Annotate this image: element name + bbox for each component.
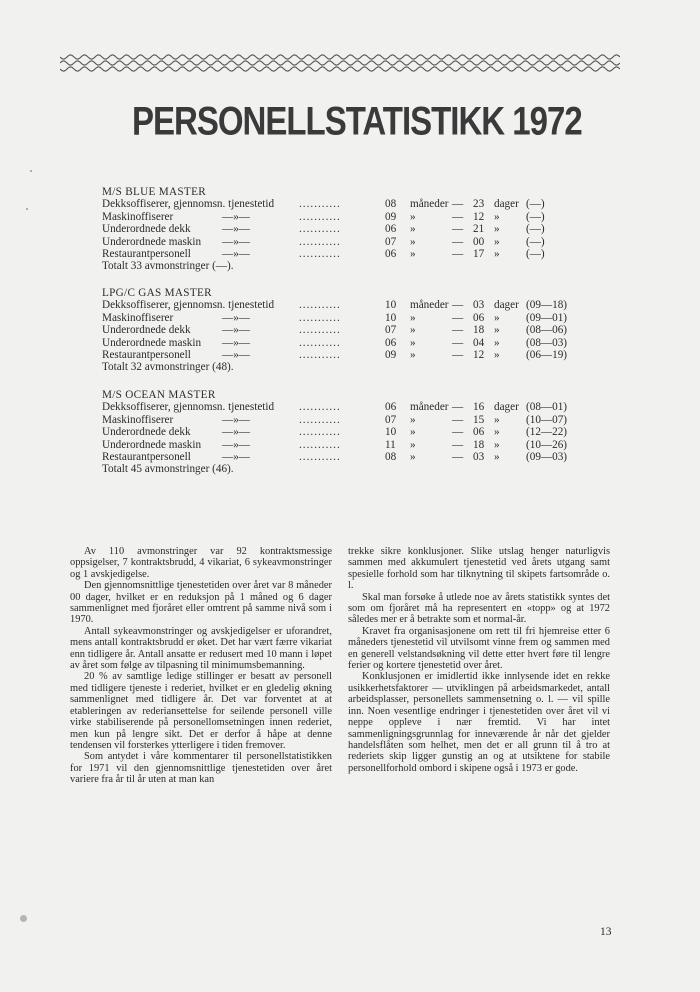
months-unit: »	[410, 413, 416, 426]
paragraph: Antall sykeavmonstringer og avskjedigelser er uforandret, mens antall kontraktsbrudd er øket. Det har vært færre vikariat enn tidligere år. Antall ansatte er redusert med 10 mann i løpet av året som følge av tilpasning til minimumsbemanning.	[70, 625, 332, 672]
paragraph: Av 110 avmonstringer var 92 kontraktsmessige oppsigelser, 7 kontraktsbrudd, 4 vikariat, 6 sykeavmonstringer og 1 avskjedigelse.	[70, 546, 332, 580]
previous-year-value: (09—18)	[526, 299, 568, 312]
ship-name: M/S BLUE MASTER	[102, 186, 206, 198]
months-unit: »	[410, 235, 416, 248]
months-value: 06	[385, 336, 397, 349]
months-unit: »	[410, 223, 416, 236]
crew-category: Underordnede maskin	[102, 336, 202, 349]
crew-category: Underordnede maskin	[102, 438, 202, 451]
leader-dots: ...........	[299, 401, 341, 414]
page-title: PERSONELLSTATISTIKK 1972	[132, 98, 582, 144]
previous-year-value: (06—19)	[526, 348, 568, 361]
stat-row	[102, 337, 602, 349]
ship-total: Totalt 32 avmonstringer (48).	[102, 361, 234, 374]
months-unit: »	[410, 324, 416, 337]
days-unit: »	[494, 450, 500, 463]
previous-year-value: (—)	[526, 210, 545, 223]
months-value: 06	[385, 223, 397, 236]
days-value: 17	[473, 247, 485, 260]
months-unit: »	[410, 426, 416, 439]
ditto-mark: —»—	[222, 438, 250, 451]
stat-row	[102, 439, 602, 451]
months-unit: »	[410, 438, 416, 451]
separator-dash: —	[452, 450, 464, 463]
days-unit: dager	[494, 401, 519, 414]
previous-year-value: (08—03)	[526, 336, 568, 349]
days-value: 12	[473, 210, 485, 223]
ditto-mark: —»—	[222, 210, 250, 223]
stat-row	[102, 248, 602, 260]
ditto-mark: —»—	[222, 223, 250, 236]
months-unit: måneder	[410, 198, 449, 211]
ditto-mark: —»—	[222, 324, 250, 337]
months-value: 10	[385, 299, 397, 312]
days-unit: »	[494, 413, 500, 426]
wave-ornament	[60, 50, 620, 76]
separator-dash: —	[452, 223, 464, 236]
ship-block	[102, 186, 602, 273]
stat-row	[102, 236, 602, 248]
months-value: 11	[385, 438, 396, 451]
stat-row	[102, 451, 602, 463]
months-unit: »	[410, 210, 416, 223]
months-value: 06	[385, 247, 397, 260]
months-value: 07	[385, 324, 397, 337]
months-unit: »	[410, 311, 416, 324]
separator-dash: —	[452, 348, 464, 361]
ditto-mark: —»—	[222, 247, 250, 260]
days-unit: dager	[494, 299, 519, 312]
previous-year-value: (08—01)	[526, 401, 568, 414]
stat-row	[102, 401, 602, 413]
months-value: 07	[385, 413, 397, 426]
crew-category: Restaurantpersonell	[102, 348, 191, 361]
separator-dash: —	[452, 311, 464, 324]
paper-speck	[26, 208, 28, 210]
days-unit: »	[494, 247, 500, 260]
days-unit: »	[494, 210, 500, 223]
days-value: 12	[473, 348, 485, 361]
stat-row	[102, 198, 602, 210]
months-value: 08	[385, 198, 397, 211]
paragraph: Kravet fra organisasjonene om rett til fri hjemreise etter 6 måneders tjenestetid vil utvilsomt vinne frem og sammen med en generell velstandsøkning vil dette etter hvert føre til lengre ferier og kortere tjenestetid over året.	[348, 625, 610, 672]
months-unit: »	[410, 450, 416, 463]
days-value: 15	[473, 413, 485, 426]
leader-dots: ...........	[299, 299, 341, 312]
previous-year-value: (10—07)	[526, 413, 568, 426]
paragraph: Den gjennomsnittlige tjenestetiden over året var 8 måneder 00 dager, hvilket er en reduksjon på 1 måned og 6 dager sammenlignet med fjoråret eller omtrent på samme nivå som i 1970.	[70, 580, 332, 626]
months-value: 09	[385, 210, 397, 223]
leader-dots: ...........	[299, 311, 341, 324]
leader-dots: ...........	[299, 450, 341, 463]
ditto-mark: —»—	[222, 311, 250, 324]
paper-speck	[20, 915, 27, 922]
right-text-column	[348, 546, 610, 774]
crew-category: Maskinoffiserer	[102, 413, 174, 426]
separator-dash: —	[452, 336, 464, 349]
paragraph: Skal man forsøke å utlede noe av årets statistikk syntes det som om fjoråret må ha representert en «topp» og at 1972 således mer er å betrakte som et normal-år.	[348, 591, 610, 626]
days-unit: »	[494, 336, 500, 349]
months-unit: måneder	[410, 401, 449, 414]
separator-dash: —	[452, 401, 464, 414]
crew-category: Restaurantpersonell	[102, 247, 191, 260]
previous-year-value: (09—03)	[526, 450, 568, 463]
days-unit: »	[494, 426, 500, 439]
stat-row	[102, 349, 602, 361]
days-unit: »	[494, 311, 500, 324]
days-unit: »	[494, 324, 500, 337]
leader-dots: ...........	[299, 198, 341, 211]
paragraph: trekke sikre konklusjoner. Slike utslag henger naturligvis sammen med akkumulert tjenestetid ved årets utgang samt spesielle forhold som har tilknytning til skipets fartsområde o. l.	[348, 546, 610, 592]
leader-dots: ...........	[299, 336, 341, 349]
ditto-mark: —»—	[222, 336, 250, 349]
paragraph: Som antydet i våre kommentarer til personellstatistikken for 1971 vil den gjennomsnittlige tjenestetiden over året variere fra år til år uten at man kan	[70, 751, 332, 786]
ditto-mark: —»—	[222, 426, 250, 439]
paragraph: 20 % av samtlige ledige stillinger er besatt av personell med tidligere tjeneste i rederiet, hvilket er en gledelig økning sammenlignet med tidligere år. Det var forventet at at etableringen av rederiansettelse for seilende personell ville virke stabiliserende på personellomsetningen innen rederiet, men kun på lengre sikt. Det er derfor å håpe at denne tendensen vil forsterkes ytterligere i tiden fremover.	[70, 671, 332, 751]
separator-dash: —	[452, 426, 464, 439]
days-value: 03	[473, 450, 485, 463]
previous-year-value: (12—22)	[526, 426, 568, 439]
months-unit: »	[410, 348, 416, 361]
months-value: 10	[385, 311, 397, 324]
leader-dots: ...........	[299, 223, 341, 236]
months-value: 07	[385, 235, 397, 248]
page-number: 13	[600, 926, 612, 938]
separator-dash: —	[452, 438, 464, 451]
previous-year-value: (09—01)	[526, 311, 568, 324]
separator-dash: —	[452, 198, 464, 211]
crew-category: Underordnede dekk	[102, 223, 191, 236]
stat-row	[102, 312, 602, 324]
stat-row	[102, 426, 602, 438]
leader-dots: ...........	[299, 426, 341, 439]
days-unit: »	[494, 235, 500, 248]
crew-category: Maskinoffiserer	[102, 311, 174, 324]
days-value: 21	[473, 223, 485, 236]
leader-dots: ...........	[299, 324, 341, 337]
months-value: 09	[385, 348, 397, 361]
previous-year-value: (10—26)	[526, 438, 568, 451]
days-value: 06	[473, 426, 485, 439]
days-unit: »	[494, 223, 500, 236]
ship-name: LPG/C GAS MASTER	[102, 287, 212, 299]
stat-row	[102, 299, 602, 311]
previous-year-value: (—)	[526, 247, 545, 260]
crew-category: Dekksoffiserer, gjennomsn. tjenestetid	[102, 401, 275, 414]
days-value: 16	[473, 401, 485, 414]
left-text-column	[70, 546, 332, 786]
months-unit: »	[410, 336, 416, 349]
ditto-mark: —»—	[222, 235, 250, 248]
stat-row	[102, 414, 602, 426]
days-value: 06	[473, 311, 485, 324]
leader-dots: ...........	[299, 438, 341, 451]
leader-dots: ...........	[299, 210, 341, 223]
leader-dots: ...........	[299, 247, 341, 260]
ditto-mark: —»—	[222, 413, 250, 426]
days-value: 00	[473, 235, 485, 248]
separator-dash: —	[452, 413, 464, 426]
days-value: 04	[473, 336, 485, 349]
stat-row	[102, 223, 602, 235]
leader-dots: ...........	[299, 413, 341, 426]
crew-category: Maskinoffiserer	[102, 210, 174, 223]
separator-dash: —	[452, 299, 464, 312]
previous-year-value: (08—06)	[526, 324, 568, 337]
crew-category: Underordnede dekk	[102, 426, 191, 439]
paragraph: Konklusjonen er imidlertid ikke innlysende idet en rekke usikkerhetsfaktorer — utviklingen på arbeidsmarkedet, antall arbeidsplasser, personellets sammensetning o. l. — vil spille inn. Noen vesentlige endringer i tjenestetiden over året vil vi neppe oppleve i nær fremtid. Vi har intet sammenligningsgrunnlag for inneværende år når det gjelder handelsflåten som helhet, men det er all grunn til å tro at rederiets skip ligger gunstig an og at utsiktene for stabile personellforhold ombord i skipene også i 1973 er gode.	[348, 671, 610, 774]
leader-dots: ...........	[299, 348, 341, 361]
ship-total: Totalt 33 avmonstringer (—).	[102, 260, 234, 273]
days-value: 18	[473, 438, 485, 451]
stat-row	[102, 211, 602, 223]
separator-dash: —	[452, 324, 464, 337]
crew-category: Underordnede dekk	[102, 324, 191, 337]
stat-row	[102, 324, 602, 336]
days-unit: dager	[494, 198, 519, 211]
crew-category: Underordnede maskin	[102, 235, 202, 248]
months-unit: måneder	[410, 299, 449, 312]
separator-dash: —	[452, 235, 464, 248]
ship-total: Totalt 45 avmonstringer (46).	[102, 463, 234, 476]
ditto-mark: —»—	[222, 450, 250, 463]
leader-dots: ...........	[299, 235, 341, 248]
previous-year-value: (—)	[526, 198, 545, 211]
days-value: 18	[473, 324, 485, 337]
paper-speck	[30, 170, 32, 172]
months-value: 06	[385, 401, 397, 414]
months-value: 10	[385, 426, 397, 439]
days-value: 03	[473, 299, 485, 312]
previous-year-value: (—)	[526, 235, 545, 248]
ditto-mark: —»—	[222, 348, 250, 361]
days-unit: »	[494, 438, 500, 451]
ship-block	[102, 389, 602, 476]
ship-block	[102, 287, 602, 374]
crew-category: Dekksoffiserer, gjennomsn. tjenestetid	[102, 299, 275, 312]
days-value: 23	[473, 198, 485, 211]
months-value: 08	[385, 450, 397, 463]
separator-dash: —	[452, 210, 464, 223]
previous-year-value: (—)	[526, 223, 545, 236]
separator-dash: —	[452, 247, 464, 260]
crew-category: Restaurantpersonell	[102, 450, 191, 463]
months-unit: »	[410, 247, 416, 260]
ship-name: M/S OCEAN MASTER	[102, 389, 216, 401]
crew-category: Dekksoffiserer, gjennomsn. tjenestetid	[102, 198, 275, 211]
days-unit: »	[494, 348, 500, 361]
